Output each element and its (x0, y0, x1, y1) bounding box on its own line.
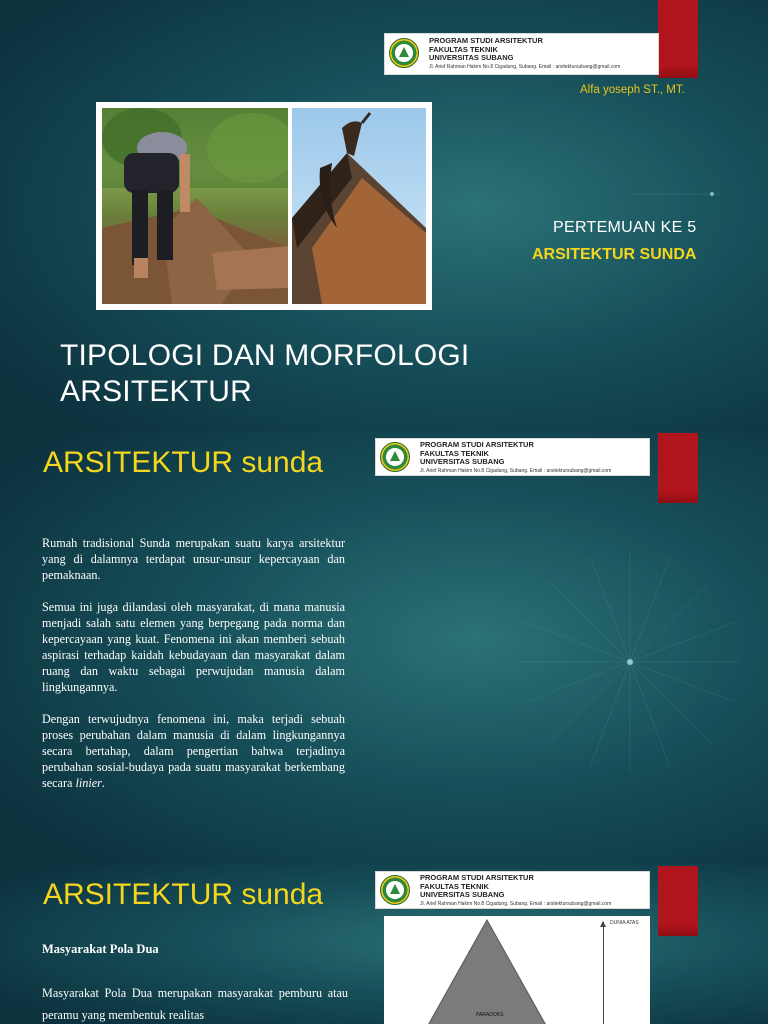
red-accent-bar (658, 866, 698, 936)
logo-faculty: FAKULTAS TEKNIK (420, 448, 489, 458)
slide-arsitektur-sunda-intro (0, 432, 768, 864)
body-text (42, 982, 348, 1024)
paragraph-2: Semua ini juga dilandasi oleh masyarakat, di mana manusia menjadi salah satu elemen yang berpegang pada norma dan kepercayaan yang kuat. Fenomena ini akan memberi sebuah aspirasi terhadap kaidah kebudayaan dan masyarakat dalam ruang dan waktu sebagai perwujudan manusia dalam lingkungannya. (42, 600, 345, 694)
upward-arrow-icon (603, 922, 604, 1024)
section-title: ARSITEKTUR sunda (43, 878, 324, 911)
body-text (42, 535, 345, 807)
university-logo-banner (375, 871, 650, 909)
logo-program: PROGRAM STUDI ARSITEKTUR (420, 440, 534, 449)
logo-address: Jl. Arief Rahman Hakim No.8 Cigadung, Subang. Email : arsitektursubang@gmail.com (420, 467, 612, 474)
logo-program: PROGRAM STUDI ARSITEKTUR (429, 36, 543, 45)
slide-title (0, 0, 768, 432)
label-paradoks: PARADOKS (476, 1012, 504, 1018)
paragraph-3-end: . (101, 776, 105, 790)
university-logo-banner (375, 438, 650, 476)
course-subtitle: ARSITEKTUR SUNDA (532, 246, 697, 263)
slide-masyarakat-pola-dua (0, 864, 768, 1024)
logo-faculty: FAKULTAS TEKNIK (420, 881, 489, 891)
logo-address: Jl. Arief Rahman Hakim No.8 Cigadung, Subang. Email : arsitektursubang@gmail.com (420, 900, 612, 907)
red-accent-bar (658, 433, 698, 503)
logo-university: UNIVERSITAS SUBANG (420, 457, 505, 467)
logo-university: UNIVERSITAS SUBANG (429, 53, 514, 63)
logo-faculty: FAKULTAS TEKNIK (429, 44, 498, 54)
author-name: Alfa yoseph ST., MT. (580, 84, 685, 96)
university-seal-icon (380, 442, 410, 472)
university-logo-banner (384, 33, 659, 75)
logo-program: PROGRAM STUDI ARSITEKTUR (420, 873, 534, 882)
paragraph-3 (42, 711, 345, 791)
photo-worker-on-roof (102, 108, 288, 304)
cosmology-diagram (384, 916, 650, 1024)
university-seal-icon (389, 38, 419, 68)
paragraph-3-italic: linier (75, 776, 102, 790)
triangle-shape (384, 916, 650, 1024)
label-dunia-atas: DUNIA ATAS (610, 920, 639, 926)
university-seal-icon (380, 875, 410, 905)
worker-roof-illustration (102, 108, 288, 304)
roof-ridge-illustration (292, 108, 426, 304)
paragraph-1: Masyarakat Pola Dua merupakan masyarakat pemburu atau peramu yang membentuk realitas (42, 986, 348, 1022)
sub-heading: Masyarakat Pola Dua (42, 942, 159, 956)
logo-university: UNIVERSITAS SUBANG (420, 890, 505, 900)
section-title: ARSITEKTUR sunda (43, 446, 324, 479)
red-accent-bar (658, 0, 698, 78)
photo-roof-ridge (292, 108, 426, 304)
logo-address: Jl. Arief Rahman Hakim No.8 Cigadung, Subang. Email : arsitektursubang@gmail.com (429, 63, 621, 70)
light-rays-decoration (520, 552, 740, 772)
paragraph-3-text: Dengan terwujudnya fenomena ini, maka terjadi sebuah proses perubahan dalam manusia di dalam lingkungannya secara bertahap, dalam pengertian bahwa terjadinya perubahan sosial-budaya pada suatu masyarakat berkembang secara (42, 712, 345, 790)
presentation-title: TIPOLOGI DAN MORFOLOGI ARSITEKTUR (60, 339, 470, 408)
paragraph-1: Rumah tradisional Sunda merupakan suatu karya arsitektur yang di dalamnya terdapat unsur-unsur kepercayaan dan pemaknaan. (42, 536, 345, 582)
photo-frame (96, 102, 432, 310)
meeting-number: PERTEMUAN KE 5 (553, 219, 697, 236)
